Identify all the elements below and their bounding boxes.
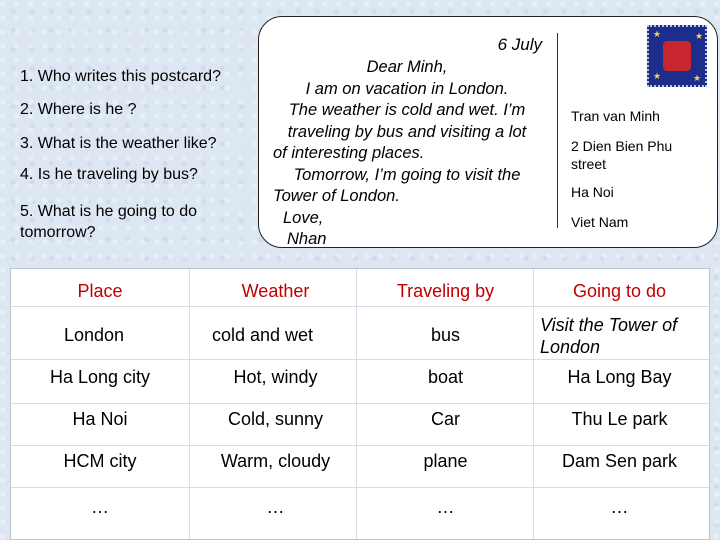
table-cell: Cold, sunny [227,409,324,429]
letter-line: Tower of London. [273,187,400,205]
table-cell: HCM city [63,451,137,471]
postcard-date: 6 July [497,35,542,54]
header-traveling-by: Traveling by [396,281,495,301]
header-going-to-do: Going to do [572,281,667,301]
question-5: 5. What is he going to do tomorrow? [20,203,197,241]
address-street: 2 Dien Bien Phu street [571,138,673,172]
table-cell: boat [427,367,464,387]
address-name: Tran van Minh [571,108,660,124]
letter-line: of interesting places. [273,144,425,162]
address-city: Ha Noi [571,184,614,200]
table-cell: plane [423,451,468,471]
postcard [258,16,718,248]
question-3: 3. What is the weather like? [20,135,217,152]
letter-line: The weather is cold and wet. I’m [288,101,526,119]
table-cell: London [63,325,125,345]
table-cell: Warm, cloudy [220,451,331,471]
table-cell: Dam Sen park [561,451,678,471]
question-2: 2. Where is he ? [20,101,137,118]
table-cell: Car [430,409,460,429]
table-cell: Hot, windy [233,367,318,387]
address-country: Viet Nam [571,214,629,230]
table-cell: Visit the Tower of London [540,315,678,357]
postcard-letter [259,57,555,251]
table-cell: … [436,497,455,517]
table-cell: cold and wet [211,325,314,345]
table-cell: Ha Long city [49,367,151,387]
letter-line: Tomorrow, I’m going to visit the [293,165,521,184]
table-cell: Thu Le park [571,409,668,429]
letter-line: Nhan [287,230,327,248]
table-cell: … [91,497,109,517]
postcard-divider [557,33,558,228]
letter-line: Love, [283,208,324,227]
header-place: Place [77,281,123,301]
letter-line: Dear Minh, [366,58,448,76]
question-1: 1. Who writes this postcard? [20,68,221,85]
telephone-stamp-icon: ★ ★ ★ ★ [647,25,707,87]
letter-line: traveling by bus and visiting a lot [287,122,527,141]
question-4: 4. Is he traveling by bus? [20,166,198,183]
header-weather: Weather [241,281,310,301]
letter-line: I am on vacation in London. [305,79,509,98]
table-cell: Ha Long Bay [567,367,672,387]
table-cell: … [610,497,629,517]
table-cell: bus [430,325,461,345]
questions-panel [0,0,262,250]
table-cell: Ha Noi [72,409,128,429]
table-cell: … [266,497,285,517]
